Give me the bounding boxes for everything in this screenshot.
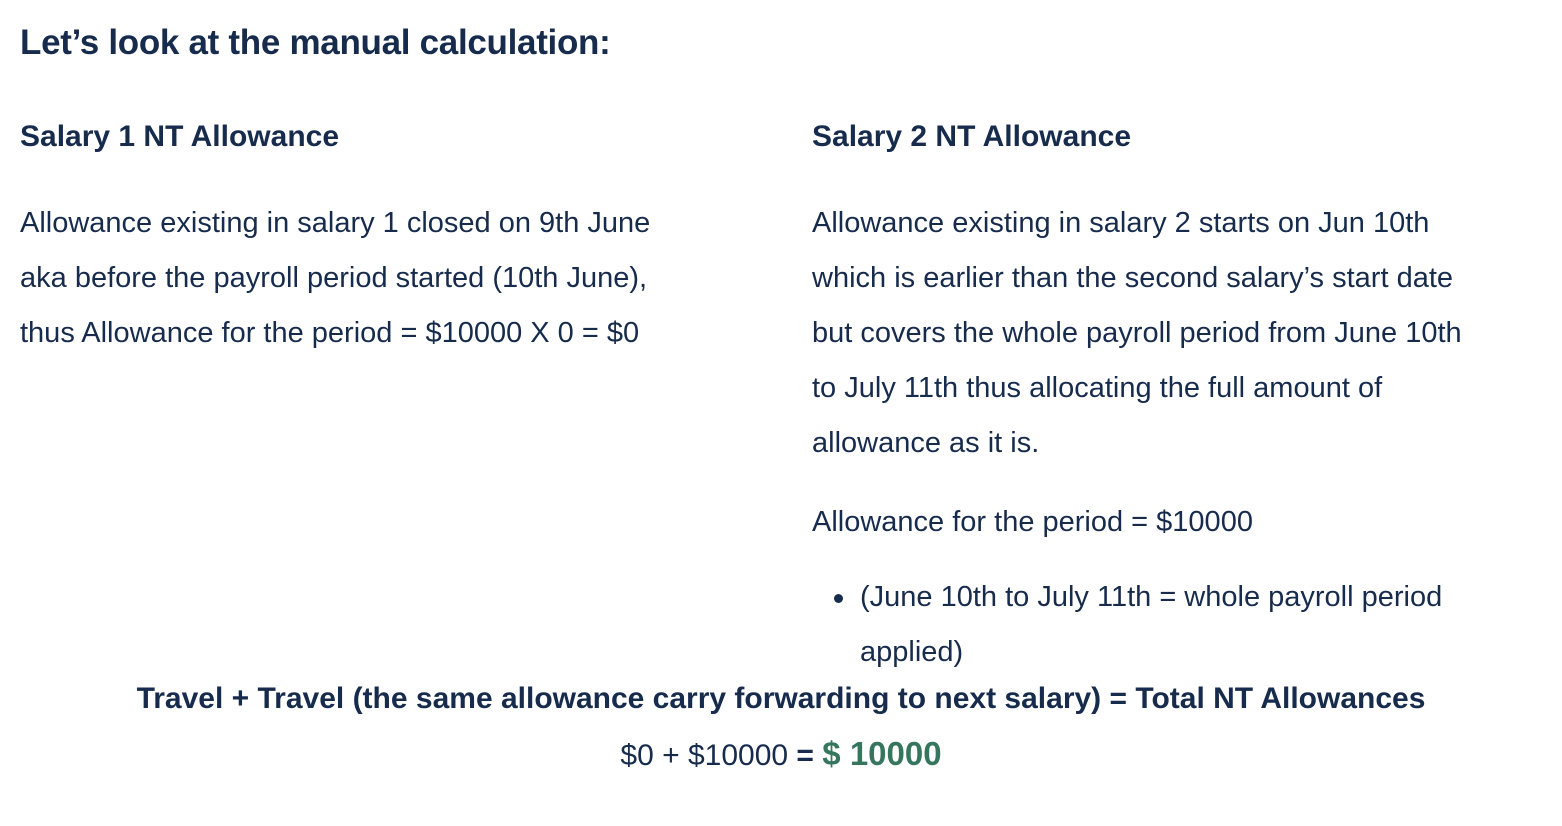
salary-2-allowance-line: Allowance for the period = $10000: [812, 506, 1253, 538]
summary-result: [0, 721, 1562, 789]
salary-2-line: which is earlier than the second salary’s start date: [812, 262, 1454, 294]
summary-equals: =: [796, 739, 814, 772]
total-summary: [0, 677, 1562, 789]
salary-2-line: Allowance existing in salary 2 starts on Jun 10th: [812, 207, 1430, 239]
salary-2-line: but covers the whole payroll period from June 10th: [812, 317, 1462, 349]
salary-2-line: allowance as it is.: [812, 427, 1040, 459]
salary-2-section: [812, 118, 1552, 680]
salary-1-description: [20, 196, 760, 361]
salary-1-line: thus Allowance for the period = $10000 X 0 = $0: [20, 317, 640, 349]
bullet-dot-icon: [834, 594, 843, 603]
salary-1-line: aka before the payroll period started (10th June),: [20, 262, 648, 294]
summary-operands: $0 + $10000: [620, 739, 789, 772]
summary-formula: Travel + Travel (the same allowance carry forwarding to next salary) = Total NT Allowances: [136, 682, 1426, 715]
bullet-line: (June 10th to July 11th = whole payroll period: [860, 581, 1443, 613]
salary-1-line: Allowance existing in salary 1 closed on 9th June: [20, 207, 651, 239]
list-item: [860, 570, 1552, 680]
salary-2-line: to July 11th thus allocating the full amount of: [812, 372, 1383, 404]
salary-2-description: [812, 196, 1552, 471]
summary-total: $ 10000: [822, 735, 942, 772]
salary-1-heading: Salary 1 NT Allowance: [20, 120, 340, 153]
bullet-line: applied): [860, 636, 964, 668]
salary-2-heading: Salary 2 NT Allowance: [812, 120, 1132, 153]
salary-1-section: [20, 118, 760, 361]
page-title: Let’s look at the manual calculation:: [20, 23, 611, 62]
salary-2-bullet-list: [812, 570, 1552, 680]
